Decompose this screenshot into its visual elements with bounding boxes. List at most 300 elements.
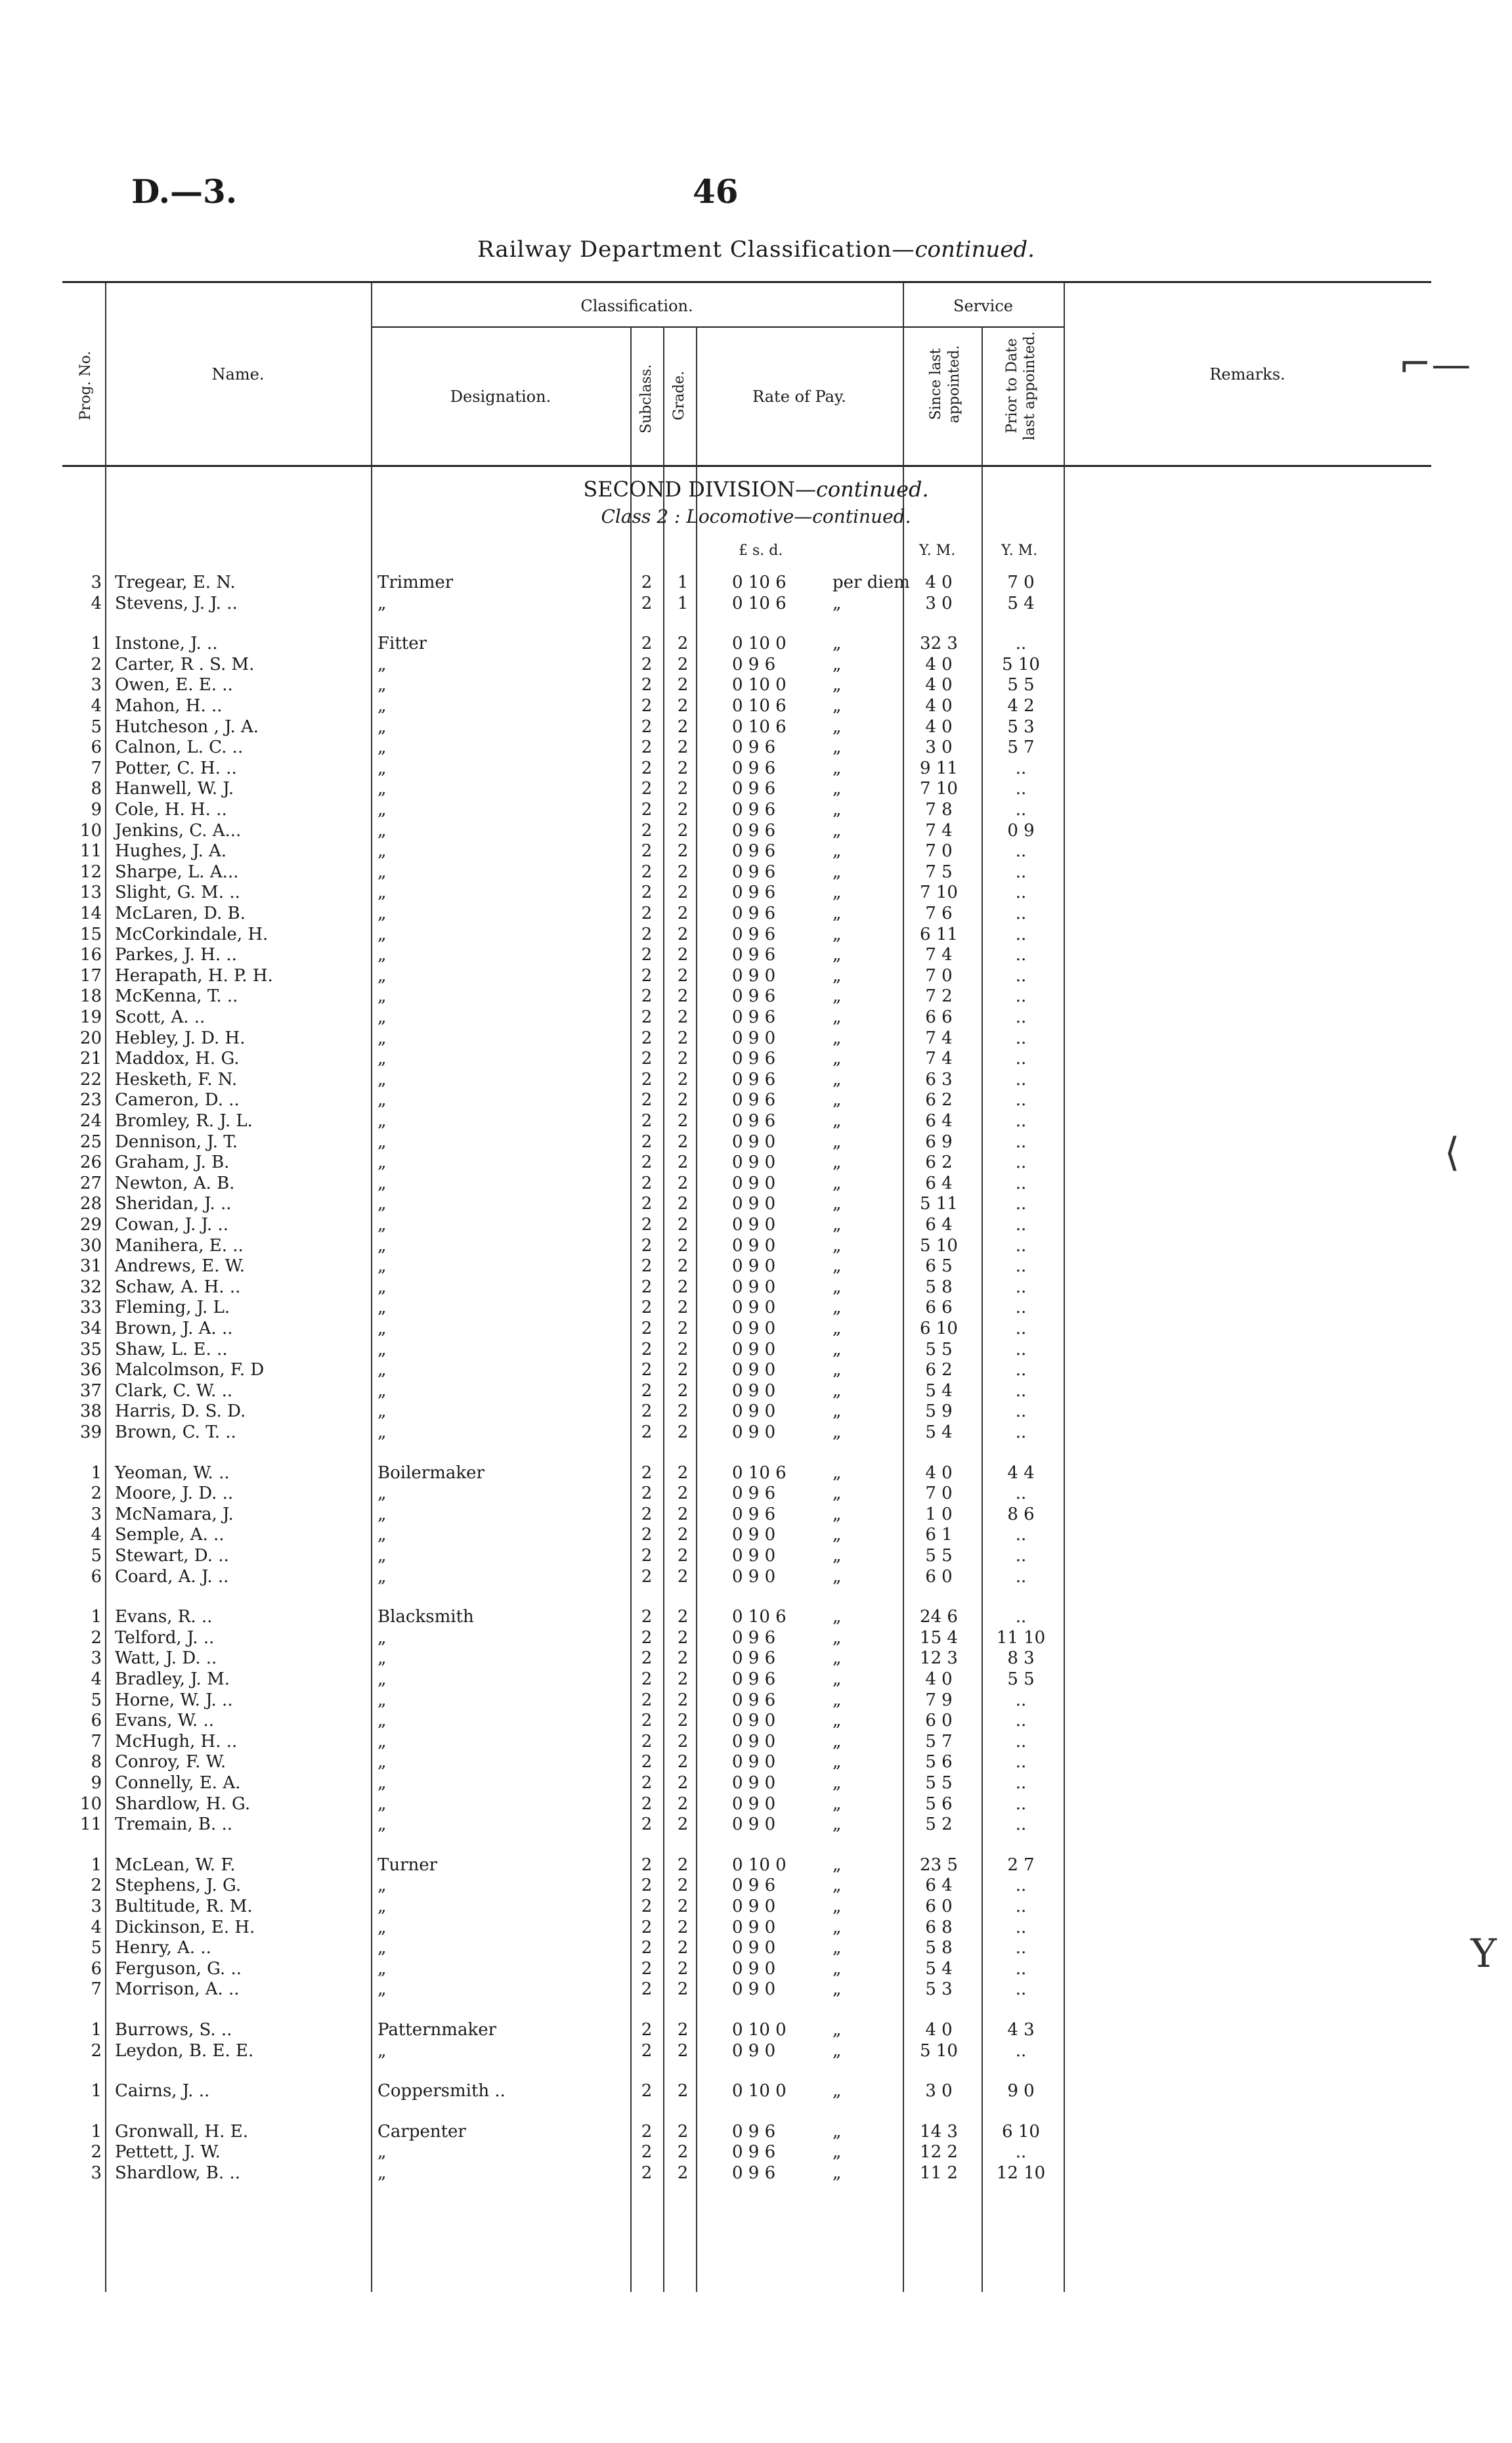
subclass: 2 <box>641 1277 653 1297</box>
service-since: 9 11 <box>920 759 958 778</box>
rate-of-pay: 0 9 6 <box>732 800 776 820</box>
service-since: 4 0 <box>925 675 953 695</box>
service-prior: 9 0 <box>1007 2081 1035 2101</box>
table-row <box>0 2142 1512 2163</box>
table-header-rule <box>62 465 1431 467</box>
prog-no: 1 <box>91 634 102 653</box>
margin-mark: ⟨ <box>1444 1130 1460 1176</box>
pay-period: „ <box>832 821 842 841</box>
prog-no: 8 <box>91 779 102 799</box>
grade: 2 <box>677 1732 689 1751</box>
header-name: Name. <box>211 365 265 384</box>
subclass: 2 <box>641 925 653 944</box>
prog-no: 6 <box>91 1959 102 1979</box>
pay-period: „ <box>832 1669 842 1689</box>
grade: 1 <box>677 594 689 613</box>
grade: 2 <box>677 925 689 944</box>
prog-no: 1 <box>91 1855 102 1875</box>
service-prior: .. <box>1015 1194 1027 1214</box>
service-prior: 0 9 <box>1007 821 1035 841</box>
subclass: 2 <box>641 1773 653 1793</box>
employee-name: Herapath, H. P. H. <box>115 966 273 986</box>
rate-of-pay: 0 9 0 <box>732 1153 776 1172</box>
employee-name: Hughes, J. A. <box>115 841 227 861</box>
prior-units: Y. M. <box>1001 542 1038 559</box>
pay-period: „ <box>832 1028 842 1048</box>
subclass: 2 <box>641 655 653 674</box>
table-row <box>0 925 1512 945</box>
grade: 2 <box>677 1607 689 1627</box>
classification-rule <box>371 326 903 328</box>
service-prior: .. <box>1015 966 1027 986</box>
prog-no: 6 <box>91 1567 102 1587</box>
service-since: 6 9 <box>925 1132 953 1152</box>
margin-mark: Y <box>1471 1931 1497 1977</box>
subclass: 2 <box>641 1815 653 1834</box>
designation: „ <box>378 925 387 944</box>
service-since: 5 8 <box>925 1938 953 1958</box>
prog-no: 35 <box>79 1340 102 1359</box>
table-row <box>0 1979 1512 2000</box>
employee-name: Fleming, J. L. <box>115 1298 230 1317</box>
header-remarks: Remarks. <box>1209 365 1285 384</box>
employee-name: Horne, W. J. .. <box>115 1690 233 1710</box>
service-since: 5 6 <box>925 1794 953 1814</box>
table-row <box>0 1794 1512 1815</box>
pay-period: „ <box>832 1628 842 1648</box>
grade: 2 <box>677 1959 689 1979</box>
table-row <box>0 2163 1512 2184</box>
rate-of-pay: 0 9 6 <box>732 1648 776 1668</box>
subclass: 2 <box>641 1732 653 1751</box>
rate-of-pay: 0 9 0 <box>732 1732 776 1751</box>
subclass: 2 <box>641 1897 653 1916</box>
rate-of-pay: 0 9 0 <box>732 1174 776 1193</box>
prog-no: 7 <box>91 1732 102 1751</box>
pay-period: „ <box>832 1194 842 1214</box>
grade: 2 <box>677 1979 689 1999</box>
service-prior: 2 7 <box>1007 1855 1035 1875</box>
designation: „ <box>378 1007 387 1027</box>
service-prior: .. <box>1015 1897 1027 1916</box>
designation: „ <box>378 800 387 820</box>
service-since: 6 3 <box>925 1070 953 1089</box>
designation: „ <box>378 966 387 986</box>
service-prior: .. <box>1015 1815 1027 1834</box>
subclass: 2 <box>641 1979 653 1999</box>
prog-no: 2 <box>91 2041 102 2061</box>
rate-of-pay: 0 10 6 <box>732 573 787 592</box>
pay-period: „ <box>832 1773 842 1793</box>
service-since: 7 4 <box>925 945 953 965</box>
designation: „ <box>378 1360 387 1380</box>
subclass: 2 <box>641 2081 653 2101</box>
pay-period: „ <box>832 2142 842 2162</box>
table-top-rule <box>62 281 1431 283</box>
employee-name: Tregear, E. N. <box>115 573 236 592</box>
service-since: 6 11 <box>920 925 958 944</box>
pay-period: „ <box>832 862 842 882</box>
prog-no: 27 <box>79 1174 102 1193</box>
table-row <box>0 945 1512 965</box>
table-row <box>0 1277 1512 1298</box>
prog-no: 4 <box>91 1669 102 1689</box>
grade: 2 <box>677 1049 689 1068</box>
pay-period: „ <box>832 1732 842 1751</box>
designation: „ <box>378 1938 387 1958</box>
service-prior: .. <box>1015 1007 1027 1027</box>
employee-name: Parkes, J. H. .. <box>115 945 237 965</box>
employee-name: Hutcheson , J. A. <box>115 717 259 737</box>
table-row <box>0 821 1512 841</box>
table-row <box>0 1876 1512 1896</box>
grade: 2 <box>677 1215 689 1235</box>
table-row <box>0 1567 1512 1587</box>
subclass: 2 <box>641 1628 653 1648</box>
prog-no: 22 <box>79 1070 102 1089</box>
rate-of-pay: 0 9 0 <box>732 1256 776 1276</box>
service-prior: 5 4 <box>1007 594 1035 613</box>
rate-of-pay: 0 9 6 <box>732 779 776 799</box>
pay-units: £ s. d. <box>739 542 783 559</box>
service-since: 6 2 <box>925 1360 953 1380</box>
table-row <box>0 1463 1512 1484</box>
pay-period: per diem <box>832 573 910 592</box>
table-row <box>0 2081 1512 2102</box>
service-prior: .. <box>1015 634 1027 653</box>
grade: 2 <box>677 1525 689 1545</box>
designation: „ <box>378 1876 387 1895</box>
grade: 2 <box>677 1876 689 1895</box>
employee-name: Semple, A. .. <box>115 1525 225 1545</box>
employee-name: Pettett, J. W. <box>115 2142 221 2162</box>
subclass: 2 <box>641 1794 653 1814</box>
service-prior: .. <box>1015 1979 1027 1999</box>
service-since: 12 2 <box>920 2142 958 2162</box>
table-row <box>0 1628 1512 1648</box>
employee-name: Schaw, A. H. .. <box>115 1277 241 1297</box>
designation: „ <box>378 1711 387 1730</box>
prog-no: 19 <box>79 1007 102 1027</box>
designation: „ <box>378 779 387 799</box>
division-name: SECOND DIVISION— <box>583 477 816 502</box>
header-classification: Classification. <box>580 297 693 315</box>
pay-period: „ <box>832 1815 842 1834</box>
subclass: 2 <box>641 1463 653 1483</box>
employee-name: Coard, A. J. .. <box>115 1567 229 1587</box>
rate-of-pay: 0 9 6 <box>732 2163 776 2183</box>
employee-name: Conroy, F. W. <box>115 1752 227 1772</box>
header-prior: Prior to Date last appointed. <box>1004 331 1038 441</box>
designation: Patternmaker <box>378 2020 497 2040</box>
table-row <box>0 1855 1512 1876</box>
service-prior: .. <box>1015 1401 1027 1421</box>
grade: 2 <box>677 1340 689 1359</box>
designation: „ <box>378 1028 387 1048</box>
pay-period: „ <box>832 2041 842 2061</box>
designation: Carpenter <box>378 2122 466 2142</box>
subclass: 2 <box>641 1070 653 1089</box>
rate-of-pay: 0 9 6 <box>732 2122 776 2142</box>
header-prog-no: Prog. No. <box>77 351 94 420</box>
rate-of-pay: 0 9 0 <box>732 1525 776 1545</box>
service-prior: .. <box>1015 904 1027 923</box>
rate-of-pay: 0 9 6 <box>732 1628 776 1648</box>
subclass: 2 <box>641 1236 653 1256</box>
designation: Coppersmith .. <box>378 2081 506 2101</box>
service-prior: .. <box>1015 1028 1027 1048</box>
service-prior: 4 4 <box>1007 1463 1035 1483</box>
prog-no: 1 <box>91 1463 102 1483</box>
pay-period: „ <box>832 1277 842 1297</box>
grade: 2 <box>677 696 689 716</box>
employee-name: Shardlow, H. G. <box>115 1794 251 1814</box>
pay-period: „ <box>832 1007 842 1027</box>
pay-period: „ <box>832 1938 842 1958</box>
rate-of-pay: 0 9 6 <box>732 1669 776 1689</box>
grade: 2 <box>677 821 689 841</box>
grade: 1 <box>677 573 689 592</box>
prog-no: 38 <box>79 1401 102 1421</box>
table-row <box>0 696 1512 716</box>
service-since: 7 4 <box>925 821 953 841</box>
service-prior: .. <box>1015 1525 1027 1545</box>
service-since: 32 3 <box>920 634 958 653</box>
service-since: 5 5 <box>925 1773 953 1793</box>
table-row <box>0 1340 1512 1360</box>
subclass: 2 <box>641 1153 653 1172</box>
subclass: 2 <box>641 1174 653 1193</box>
service-prior: 8 3 <box>1007 1648 1035 1668</box>
grade: 2 <box>677 1070 689 1089</box>
employee-name: Hanwell, W. J. <box>115 779 234 799</box>
prog-no: 3 <box>91 1505 102 1524</box>
employee-name: Carter, R . S. M. <box>115 655 255 674</box>
designation: „ <box>378 2041 387 2061</box>
service-prior: .. <box>1015 1690 1027 1710</box>
pay-period: „ <box>832 1236 842 1256</box>
pay-period: „ <box>832 1215 842 1235</box>
grade: 2 <box>677 779 689 799</box>
service-since: 7 2 <box>925 986 953 1006</box>
prog-no: 6 <box>91 1711 102 1730</box>
service-since: 5 9 <box>925 1401 953 1421</box>
employee-name: Tremain, B. .. <box>115 1815 233 1834</box>
rate-of-pay: 0 9 6 <box>732 841 776 861</box>
grade: 2 <box>677 655 689 674</box>
prog-no: 5 <box>91 1690 102 1710</box>
prog-no: 4 <box>91 594 102 613</box>
employee-name: Evans, R. .. <box>115 1607 213 1627</box>
prog-no: 18 <box>79 986 102 1006</box>
employee-name: Stevens, J. J. .. <box>115 594 238 613</box>
service-prior: .. <box>1015 1752 1027 1772</box>
rate-of-pay: 0 10 6 <box>732 1607 787 1627</box>
service-since: 7 0 <box>925 841 953 861</box>
designation: „ <box>378 1401 387 1421</box>
pay-period: „ <box>832 1381 842 1401</box>
service-since: 4 0 <box>925 1669 953 1689</box>
table-row <box>0 1111 1512 1132</box>
designation: „ <box>378 1773 387 1793</box>
table-row <box>0 1215 1512 1235</box>
table-row <box>0 1897 1512 1917</box>
employee-name: Cameron, D. .. <box>115 1090 240 1110</box>
grade: 2 <box>677 1298 689 1317</box>
designation: „ <box>378 737 387 757</box>
employee-name: Connelly, E. A. <box>115 1773 241 1793</box>
subclass: 2 <box>641 696 653 716</box>
pay-period: „ <box>832 1049 842 1068</box>
table-row <box>0 1174 1512 1194</box>
service-since: 7 8 <box>925 800 953 820</box>
pay-period: „ <box>832 1752 842 1772</box>
pay-period: „ <box>832 883 842 902</box>
table-row <box>0 1236 1512 1256</box>
service-prior: 11 10 <box>996 1628 1046 1648</box>
designation: „ <box>378 1256 387 1276</box>
designation: „ <box>378 945 387 965</box>
rate-of-pay: 0 9 0 <box>732 1815 776 1834</box>
designation: „ <box>378 1319 387 1338</box>
table-row <box>0 1711 1512 1731</box>
subclass: 2 <box>641 634 653 653</box>
prog-no: 9 <box>91 800 102 820</box>
designation: „ <box>378 1690 387 1710</box>
grade: 2 <box>677 966 689 986</box>
subclass: 2 <box>641 2122 653 2142</box>
subclass: 2 <box>641 675 653 695</box>
table-row <box>0 862 1512 883</box>
rate-of-pay: 0 9 0 <box>732 1277 776 1297</box>
subclass: 2 <box>641 800 653 820</box>
service-since: 5 5 <box>925 1340 953 1359</box>
grade: 2 <box>677 1132 689 1152</box>
pay-period: „ <box>832 2163 842 2183</box>
pay-period: „ <box>832 966 842 986</box>
prog-no: 24 <box>79 1111 102 1131</box>
rate-of-pay: 0 9 0 <box>732 1236 776 1256</box>
service-prior: 7 0 <box>1007 573 1035 592</box>
rate-of-pay: 0 10 6 <box>732 696 787 716</box>
table-row <box>0 1690 1512 1711</box>
prog-no: 5 <box>91 1546 102 1566</box>
rate-of-pay: 0 10 0 <box>732 675 787 695</box>
designation: „ <box>378 2163 387 2183</box>
service-since: 3 0 <box>925 2081 953 2101</box>
employee-name: Stewart, D. .. <box>115 1546 229 1566</box>
service-prior: .. <box>1015 1174 1027 1193</box>
rate-of-pay: 0 9 0 <box>732 1979 776 1999</box>
pay-period: „ <box>832 675 842 695</box>
employee-name: Evans, W. .. <box>115 1711 215 1730</box>
header-subclass: Subclass. <box>638 364 655 433</box>
service-prior: .. <box>1015 1773 1027 1793</box>
header-designation: Designation. <box>450 387 551 406</box>
service-prior: .. <box>1015 1236 1027 1256</box>
table-row <box>0 1505 1512 1525</box>
prog-no: 3 <box>91 675 102 695</box>
subclass: 2 <box>641 1918 653 1937</box>
service-prior: .. <box>1015 1153 1027 1172</box>
employee-name: Maddox, H. G. <box>115 1049 240 1068</box>
service-since: 7 4 <box>925 1028 953 1048</box>
table-row <box>0 1153 1512 1173</box>
designation: „ <box>378 655 387 674</box>
rate-of-pay: 0 9 0 <box>732 1340 776 1359</box>
service-since: 5 6 <box>925 1752 953 1772</box>
service-since: 6 4 <box>925 1174 953 1193</box>
prog-no: 11 <box>79 1815 102 1834</box>
service-since: 7 6 <box>925 904 953 923</box>
pay-period: „ <box>832 1070 842 1089</box>
table-row <box>0 1732 1512 1752</box>
pay-period: „ <box>832 841 842 861</box>
service-prior: .. <box>1015 759 1027 778</box>
designation: „ <box>378 1298 387 1317</box>
employee-name: Clark, C. W. .. <box>115 1381 233 1401</box>
pay-period: „ <box>832 1959 842 1979</box>
rate-of-pay: 0 9 0 <box>732 966 776 986</box>
designation: „ <box>378 1732 387 1751</box>
grade: 2 <box>677 1918 689 1937</box>
designation: „ <box>378 1959 387 1979</box>
service-prior: .. <box>1015 1111 1027 1131</box>
service-prior: .. <box>1015 986 1027 1006</box>
rate-of-pay: 0 9 0 <box>732 1773 776 1793</box>
designation: „ <box>378 594 387 613</box>
prog-no: 3 <box>91 1897 102 1916</box>
prog-no: 12 <box>79 862 102 882</box>
rate-of-pay: 0 9 0 <box>732 1794 776 1814</box>
subclass: 2 <box>641 1690 653 1710</box>
grade: 2 <box>677 2163 689 2183</box>
grade: 2 <box>677 1277 689 1297</box>
prog-no: 1 <box>91 2020 102 2040</box>
subclass: 2 <box>641 1525 653 1545</box>
rate-of-pay: 0 9 0 <box>732 1567 776 1587</box>
rate-of-pay: 0 9 0 <box>732 1711 776 1730</box>
prog-no: 2 <box>91 1876 102 1895</box>
prog-no: 2 <box>91 1484 102 1503</box>
employee-name: Malcolmson, F. D <box>115 1360 265 1380</box>
pay-period: „ <box>832 1794 842 1814</box>
rate-of-pay: 0 9 0 <box>732 1298 776 1317</box>
service-since: 5 5 <box>925 1546 953 1566</box>
rate-of-pay: 0 9 6 <box>732 945 776 965</box>
service-prior: .. <box>1015 779 1027 799</box>
service-prior: .. <box>1015 800 1027 820</box>
service-since: 24 6 <box>920 1607 958 1627</box>
subclass: 2 <box>641 2020 653 2040</box>
subclass: 2 <box>641 1546 653 1566</box>
pay-period: „ <box>832 759 842 778</box>
designation: „ <box>378 1422 387 1442</box>
designation: „ <box>378 1340 387 1359</box>
table-row <box>0 883 1512 903</box>
subclass: 2 <box>641 717 653 737</box>
table-row <box>0 1918 1512 1938</box>
subclass: 2 <box>641 1876 653 1895</box>
grade: 2 <box>677 1648 689 1668</box>
rate-of-pay: 0 9 6 <box>732 737 776 757</box>
grade: 2 <box>677 1111 689 1131</box>
grade: 2 <box>677 862 689 882</box>
service-prior: .. <box>1015 1732 1027 1751</box>
service-prior: .. <box>1015 945 1027 965</box>
employee-name: Dickinson, E. H. <box>115 1918 255 1937</box>
pay-period: „ <box>832 1505 842 1524</box>
